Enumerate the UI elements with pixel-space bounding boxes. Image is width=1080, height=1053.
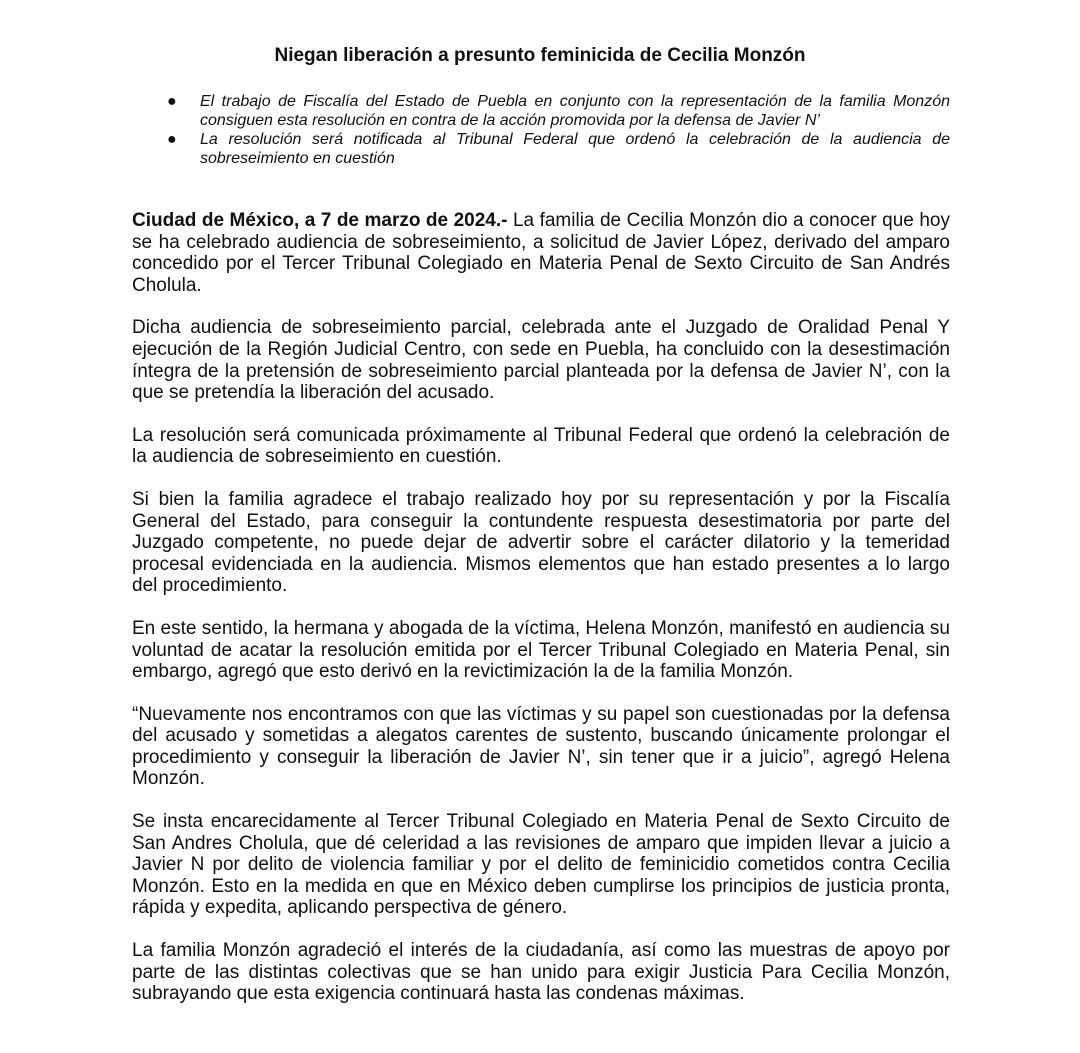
summary-bullet-text: La resolución será notificada al Tribunal Federal que ordenó la celebración de la audiencia de sobreseimiento en cuestión <box>200 131 950 167</box>
body-paragraph: Si bien la familia agradece el trabajo realizado hoy por su representación y por la Fiscalía General del Estado, para conseguir la contundente respuesta desestimatoria por parte del Juzgado competente, no puede dejar de advertir sobre el carácter dilatorio y la temeridad procesal evidenciada en la audiencia. Mismos elementos que han estado presentes a lo largo del procedimiento. <box>132 488 950 597</box>
body-paragraph: “Nuevamente nos encontramos con que las víctimas y su papel son cuestionadas por la defensa del acusado y sometidas a alegatos carentes de sustento, buscando únicamente prolongar el procedimiento y conseguir la liberación de Javier N’, sin tener que ir a juicio”, agregó Helena Monzón. <box>132 703 950 790</box>
summary-bullet <box>167 92 950 130</box>
summary-bullet <box>167 130 950 168</box>
summary-bullet-text: El trabajo de Fiscalía del Estado de Puebla en conjunto con la representación de la familia Monzón consiguen esta resolución en contra de la acción promovida por la defensa de Javier N’ <box>200 93 950 129</box>
bullet-dot-icon: ● <box>167 93 177 110</box>
body-paragraph <box>132 210 950 296</box>
summary-bullet-list <box>0 92 1080 168</box>
body-paragraph: La familia Monzón agradeció el interés de la ciudadanía, así como las muestras de apoyo por parte de las distintas colectivas que se han unido para exigir Justicia Para Cecilia Monzón, subrayando que esta exigencia continuará hasta las condenas máximas. <box>132 940 950 1005</box>
body-paragraph: En este sentido, la hermana y abogada de la víctima, Helena Monzón, manifestó en audiencia su voluntad de acatar la resolución emitida por el Tercer Tribunal Colegiado en Materia Penal, sin embargo, agregó que esto derivó en la revictimización la de la familia Monzón. <box>132 617 950 683</box>
document-title: Niegan liberación a presunto feminicida de Cecilia Monzón <box>274 45 806 66</box>
dateline: Ciudad de México, a 7 de marzo de 2024.- <box>132 210 508 231</box>
body-paragraph-text: La familia de Cecilia Monzón dio a conocer que hoy se ha celebrado audiencia de sobreseimiento, a solicitud de Javier López, derivado del amparo concedido por el Tercer Tribunal Colegiado en Materia Penal de Sexto Circuito de San Andrés Cholula. <box>132 210 950 296</box>
bullet-dot-icon: ● <box>167 131 177 148</box>
article-body <box>132 210 950 1026</box>
body-paragraph: Se insta encarecidamente al Tercer Tribunal Colegiado en Materia Penal de Sexto Circuito de San Andres Cholula, que dé celeridad a las revisiones de amparo que impiden llevar a juicio a Javier N por delito de violencia familiar y por el delito de feminicidio cometidos contra Cecilia Monzón. Esto en la medida en que en México deben cumplirse los principios de justicia pronta, rápida y expedita, aplicando perspectiva de género. <box>132 811 950 919</box>
body-paragraph: Dicha audiencia de sobreseimiento parcial, celebrada ante el Juzgado de Oralidad Penal Y ejecución de la Región Judicial Centro, con sede en Puebla, ha concluido con la desestimación íntegra de la pretensión de sobreseimiento parcial planteada por la defensa de Javier N’, con la que se pretendía la liberación del acusado. <box>132 317 950 404</box>
body-paragraph: La resolución será comunicada próximamente al Tribunal Federal que ordenó la celebración de la audiencia de sobreseimiento en cuestión. <box>132 424 950 468</box>
